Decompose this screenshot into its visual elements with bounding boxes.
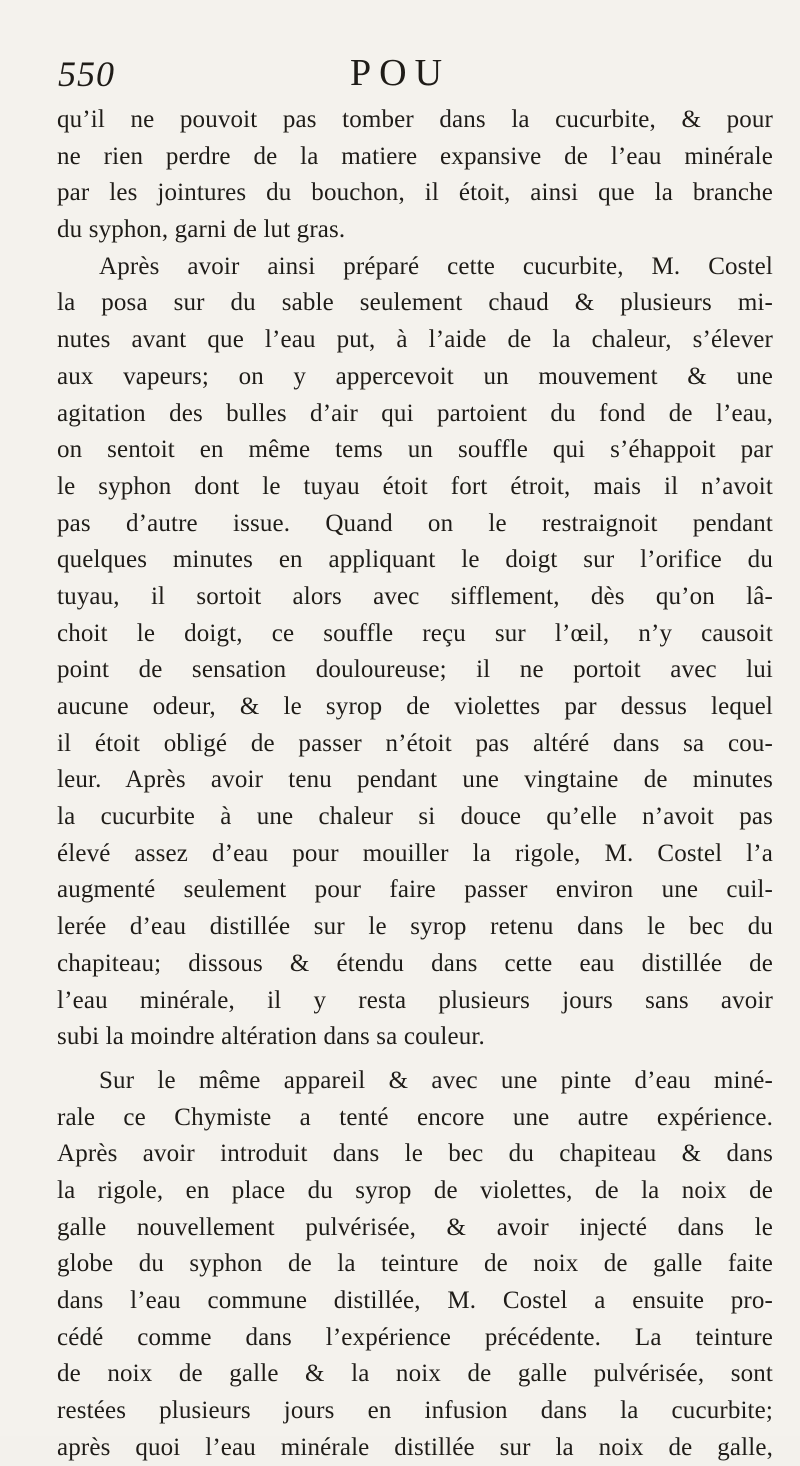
- text-line: galle nouvellement pulvérisée, & avoir injecté dans le: [57, 1213, 773, 1241]
- text-line: chapiteau; dissous & étendu dans cette eau distillée de: [57, 949, 773, 977]
- text-line: le syphon dont le tuyau étoit fort étroit, mais il n’avoit: [57, 472, 773, 500]
- text-line: aucune odeur, & le syrop de violettes par dessus lequel: [57, 693, 773, 720]
- text-line: restées plusieurs jours en infusion dans la cucurbite;: [57, 1397, 773, 1425]
- text-line: Après avoir ainsi préparé cette cucurbite, M. Costel: [99, 252, 773, 280]
- text-line: après quoi l’eau minérale distillée sur la noix de galle,: [57, 1433, 773, 1461]
- text-line: de noix de galle & la noix de galle pulvérisée, sont: [57, 1360, 773, 1388]
- text-line: la rigole, en place du syrop de violettes, de la noix de: [57, 1176, 773, 1204]
- text-line: point de sensation douloureuse; il ne portoit avec lui: [57, 656, 773, 684]
- text-line: l’eau minérale, il y resta plusieurs jours sans avoir: [57, 986, 773, 1014]
- text-line: élevé assez d’eau pour mouiller la rigole, M. Costel l’a: [57, 839, 773, 867]
- text-line: la posa sur du sable seulement chaud & plusieurs mi-: [57, 289, 773, 317]
- text-line: on sentoit en même tems un souffle qui s’éhappoit par: [57, 436, 773, 464]
- page-number: 550: [58, 54, 115, 94]
- text-line: Sur le même appareil & avec une pinte d’eau miné-: [99, 1066, 773, 1094]
- text-line: choit le doigt, ce souffle reçu sur l’œil, n’y causoit: [57, 619, 773, 647]
- text-line: cédé comme dans l’expérience précédente. La teinture: [57, 1323, 773, 1351]
- text-line: du syphon, garni de lut gras.: [57, 216, 346, 244]
- text-line: quelques minutes en appliquant le doigt sur l’orifice du: [57, 546, 773, 574]
- text-line: pas d’autre issue. Quand on le restraignoit pendant: [57, 509, 773, 537]
- paragraph-3: [57, 1063, 773, 1466]
- text-line: globe du syphon de la teinture de noix de galle faite: [57, 1250, 773, 1278]
- text-line: augmenté seulement pour faire passer environ une cuil-: [57, 876, 773, 904]
- text-line: agitation des bulles d’air qui partoient du fond de l’eau,: [57, 399, 773, 427]
- text-line: la cucurbite à une chaleur si douce qu’elle n’avoit pas: [57, 803, 773, 831]
- text-line: lerée d’eau distillée sur le syrop retenu dans le bec du: [57, 913, 773, 941]
- body-text: [57, 102, 773, 1466]
- text-line: tuyau, il sortoit alors avec sifflement, dès qu’on lâ-: [57, 582, 773, 610]
- text-line: aux vapeurs; on y appercevoit un mouvement & une: [57, 362, 773, 390]
- text-line: ne rien perdre de la matiere expansive de l’eau minérale: [57, 142, 773, 170]
- paragraph-1: [57, 102, 773, 249]
- text-line: subi la moindre altération dans sa couleur.: [57, 1023, 485, 1051]
- running-head: POU: [350, 52, 451, 94]
- text-line: par les jointures du bouchon, il étoit, ainsi que la branche: [57, 179, 773, 207]
- text-line: il étoit obligé de passer n’étoit pas altéré dans sa cou-: [57, 729, 773, 757]
- text-line: nutes avant que l’eau put, à l’aide de la chaleur, s’élever: [57, 326, 773, 354]
- paragraph-2: [57, 249, 773, 1056]
- text-line: leur. Après avoir tenu pendant une vingtaine de minutes: [57, 766, 773, 794]
- text-line: rale ce Chymiste a tenté encore une autre expérience.: [57, 1103, 773, 1131]
- text-line: Après avoir introduit dans le bec du chapiteau & dans: [57, 1140, 773, 1168]
- text-line: qu’il ne pouvoit pas tomber dans la cucurbite, & pour: [57, 106, 773, 133]
- text-line: dans l’eau commune distillée, M. Costel a ensuite pro-: [57, 1287, 773, 1314]
